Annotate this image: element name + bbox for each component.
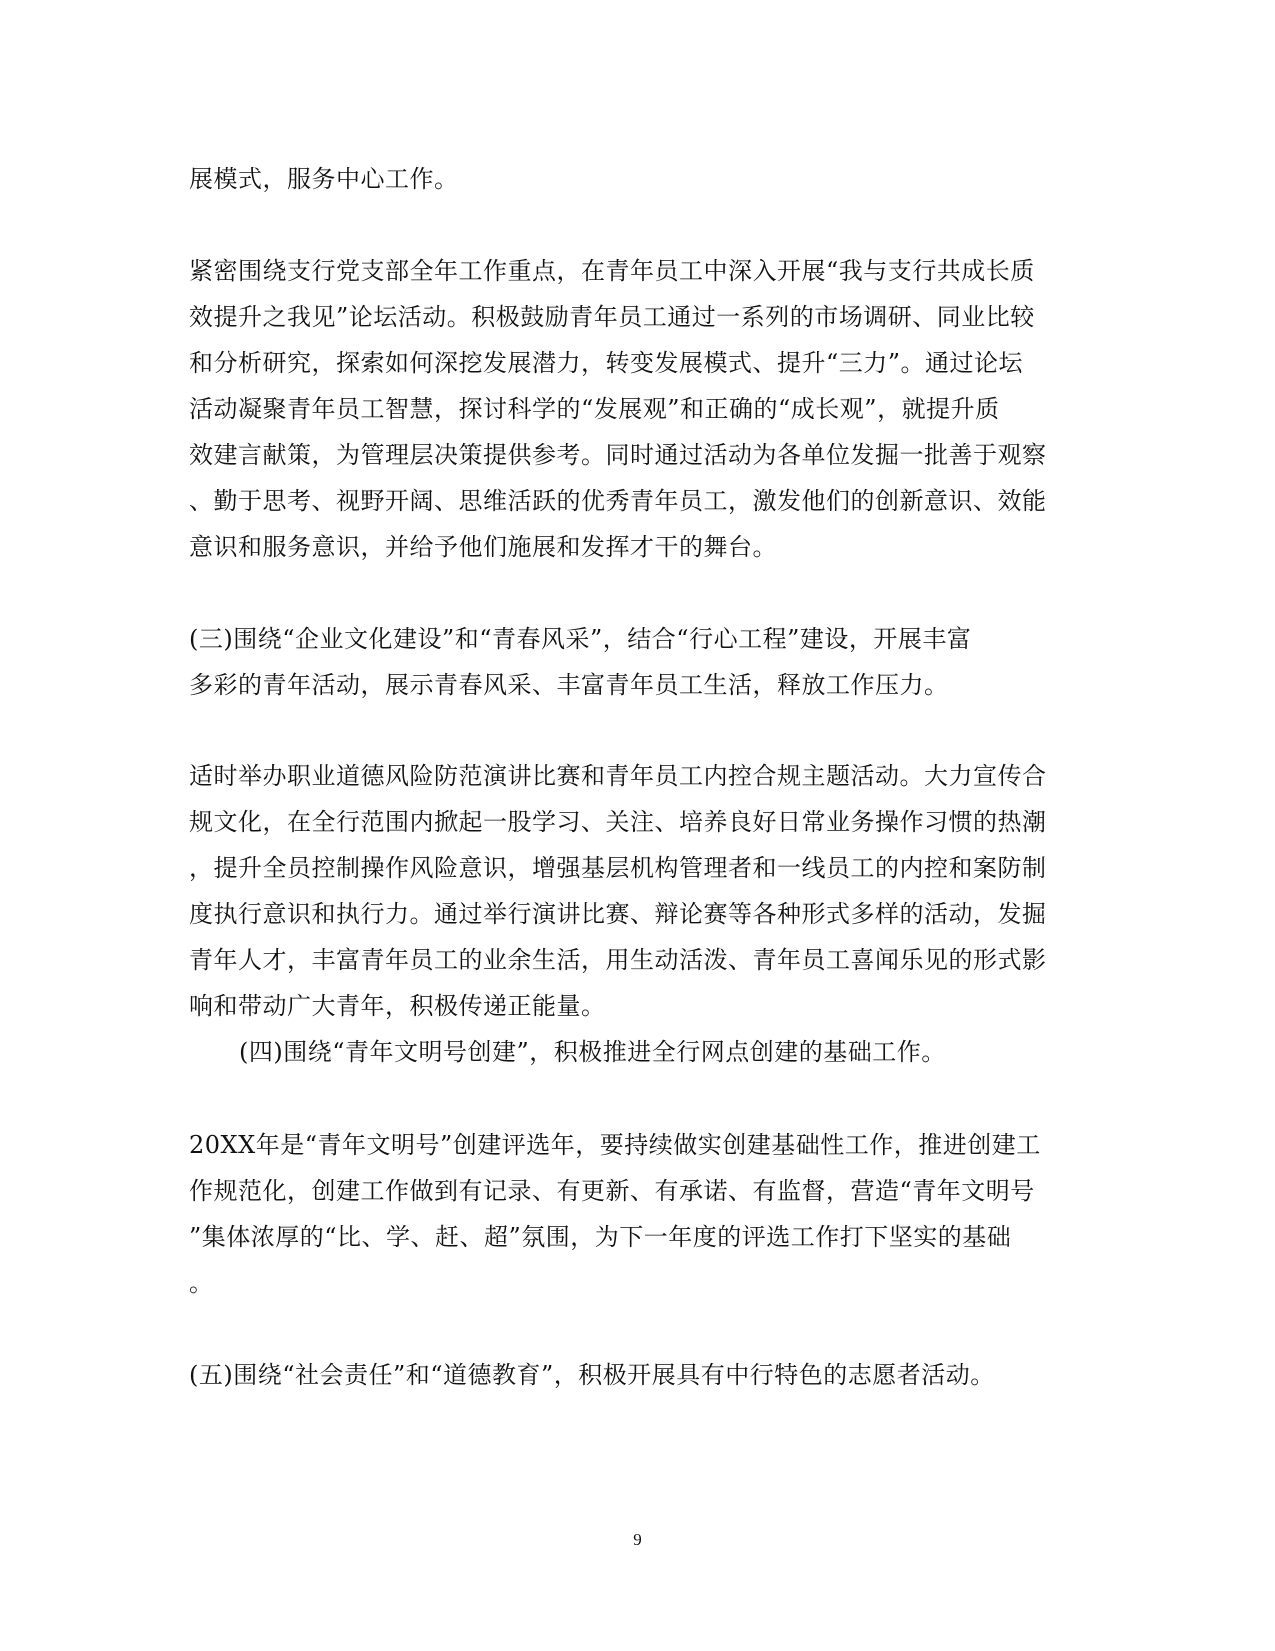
text-line: 意识和服务意识，并给予他们施展和发挥才干的舞台。 — [189, 533, 777, 561]
text-line: 规文化，在全行范围内掀起一股学习、关注、培养良好日常业务操作习惯的热潮 — [189, 808, 1047, 836]
text-line: 效提升之我见”论坛活动。积极鼓励青年员工通过一系列的市场调研、同业比较 — [189, 303, 1035, 331]
text-line: 20XX年是“青年文明号”创建评选年，要持续做实创建基础性工作，推进创建工 — [189, 1131, 1041, 1159]
text-line: 活动凝聚青年员工智慧，探讨科学的“发展观”和正确的“成长观”，就提升质 — [189, 395, 1000, 423]
text-line: 、勤于思考、视野开阔、思维活跃的优秀青年员工，激发他们的创新意识、效能 — [189, 487, 1047, 515]
text-line: 作规范化，创建工作做到有记录、有更新、有承诺、有监督，营造“青年文明号 — [189, 1177, 1035, 1205]
page-number: 9 — [633, 1530, 642, 1549]
text-line: 。 — [189, 1269, 214, 1297]
text-line: 和分析研究，探索如何深挖发展潜力，转变发展模式、提升“三力”。通过论坛 — [189, 349, 1024, 377]
text-line: 紧密围绕支行党支部全年工作重点，在青年员工中深入开展“我与支行共成长质 — [189, 257, 1035, 285]
text-line: 多彩的青年活动，展示青春风采、丰富青年员工生活，释放工作压力。 — [189, 671, 949, 699]
text-line: 度执行意识和执行力。通过举行演讲比赛、辩论赛等各种形式多样的活动，发掘 — [189, 900, 1047, 928]
text-line: 效建言献策，为管理层决策提供参考。同时通过活动为各单位发掘一批善于观察 — [189, 441, 1047, 469]
text-line: 青年人才，丰富青年员工的业余生活，用生动活泼、青年员工喜闻乐见的形式影 — [189, 946, 1047, 974]
section-heading: (三)围绕“企业文化建设”和“青春风采”，结合“行心工程”建设，开展丰富 — [189, 625, 972, 653]
text-line: 响和带动广大青年，积极传递正能量。 — [189, 992, 606, 1020]
text-line: ”集体浓厚的“比、学、赶、超”氛围，为下一年度的评选工作打下坚实的基础 — [189, 1223, 1012, 1251]
section-heading: (五)围绕“社会责任”和“道德教育”，积极开展具有中行特色的志愿者活动。 — [189, 1361, 995, 1389]
section-heading: (四)围绕“青年文明号创建”，积极推进全行网点创建的基础工作。 — [239, 1038, 946, 1066]
text-line: 适时举办职业道德风险防范演讲比赛和青年员工内控合规主题活动。大力宣传合 — [189, 762, 1047, 790]
text-line: ，提升全员控制操作风险意识，增强基层机构管理者和一线员工的内控和案防制 — [189, 854, 1047, 882]
text-line: 展模式，服务中心工作。 — [189, 165, 459, 193]
